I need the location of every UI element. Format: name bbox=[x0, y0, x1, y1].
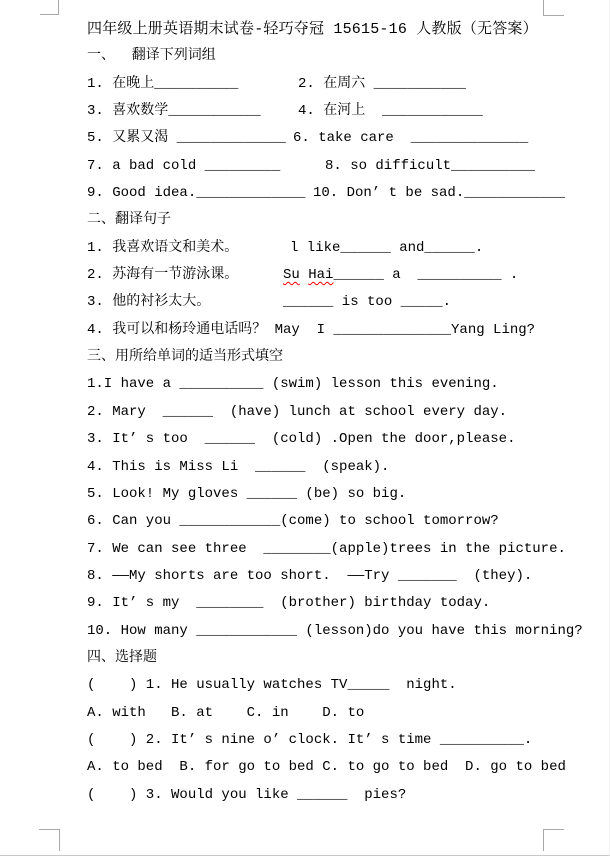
choice-question-1: ( ) 1. He usually watches TV_____ night. bbox=[87, 677, 457, 694]
choice-question-2: ( ) 2. It’ s nine o’ clock. It’ s time __________. bbox=[87, 731, 533, 748]
wordform-item-6: 6. Can you ____________(come) to school tomorrow? bbox=[87, 513, 499, 530]
phrase-item-3: 3. 喜欢数学___________ bbox=[87, 103, 261, 120]
phrase-row-5 bbox=[87, 180, 587, 207]
sentence-item-3 bbox=[87, 289, 587, 316]
sentence-3-english: ______ is too _____. bbox=[283, 294, 452, 311]
wordform-item-4: 4. This is Miss Li ______ (speak). bbox=[87, 458, 390, 475]
sentence-1-chinese: 1. 我喜欢语文和美术。 bbox=[87, 239, 239, 256]
phrase-item-9: 9. Good idea._____________ bbox=[87, 185, 306, 202]
phrase-item-4: 4. 在河上 ____________ bbox=[298, 103, 483, 120]
phrase-item-2: 2. 在周六 ___________ bbox=[298, 75, 467, 92]
section-2-heading: 二、翻译句子 bbox=[87, 212, 171, 229]
phrase-item-1: 1. 在晚上__________ bbox=[87, 75, 239, 92]
document-body bbox=[87, 16, 587, 809]
phrase-item-6: 6. take care ______________ bbox=[293, 130, 529, 147]
sentence-item-1 bbox=[87, 235, 587, 262]
sentence-item-2 bbox=[87, 262, 587, 289]
choice-question-3: ( ) 3. Would you like ______ pies? bbox=[87, 786, 407, 803]
phrase-item-10: 10. Don’ t be sad.____________ bbox=[313, 185, 566, 202]
misspelled-word-su: Su bbox=[283, 267, 300, 284]
crop-mark-bottom-left bbox=[39, 829, 60, 851]
wordform-item-8: 8. ——My shorts are too short. ——Try _______ (they). bbox=[87, 567, 533, 584]
wordform-item-9: 9. It’ s my ________ (brother) birthday today. bbox=[87, 595, 491, 612]
sentence-1-english: l like______ and______. bbox=[290, 239, 484, 256]
wordform-item-3: 3. It’ s too ______ (cold) .Open the door,please. bbox=[87, 431, 516, 448]
sentence-item-4: 4. 我可以和杨玲通电话吗？ May I ______________Yang Ling? bbox=[87, 321, 536, 338]
crop-mark-bottom-right bbox=[543, 829, 564, 851]
wordform-item-7: 7. We can see three ________(apple)trees in the picture. bbox=[87, 540, 566, 557]
misspelled-word-hai: Hai bbox=[308, 267, 334, 284]
page-title: 四年级上册英语期末试卷-轻巧夺冠 15615-16 人教版（无答案） bbox=[87, 21, 538, 38]
phrase-item-5: 5. 又累又渴 _____________ bbox=[87, 130, 286, 147]
wordform-item-10: 10. How many ____________ (lesson)do you have this morning? bbox=[87, 622, 583, 639]
section-4-heading: 四、选择题 bbox=[87, 649, 157, 666]
phrase-row-3 bbox=[87, 125, 587, 152]
sentence-2-english: ______ a __________ . bbox=[333, 267, 519, 284]
sentence-2-chinese: 2. 苏海有一节游泳课。 bbox=[87, 267, 239, 284]
phrase-row-2 bbox=[87, 98, 587, 125]
phrase-item-7: 7. a bad cold _________ bbox=[87, 157, 281, 174]
wordform-item-2: 2. Mary ______ (have) lunch at school every day. bbox=[87, 403, 508, 420]
section-3-heading: 三、用所给单词的适当形式填空 bbox=[87, 349, 283, 366]
phrase-row-1 bbox=[87, 71, 587, 98]
choice-options-2: A. to bed B. for go to bed C. to go to bed D. go to bed bbox=[87, 759, 566, 776]
wordform-item-1: 1.I have a __________ (swim) lesson this evening. bbox=[87, 376, 499, 393]
choice-options-1: A. with B. at C. in D. to bbox=[87, 704, 365, 721]
word-space bbox=[300, 267, 308, 283]
crop-mark-top-right bbox=[543, 0, 564, 16]
sentence-3-chinese: 3. 他的衬衫太大。 bbox=[87, 294, 211, 311]
phrase-item-8: 8. so difficult__________ bbox=[325, 157, 536, 174]
phrase-row-4 bbox=[87, 153, 587, 180]
crop-mark-top-left bbox=[40, 0, 59, 15]
section-1-heading: 一、 翻译下列词组 bbox=[87, 48, 216, 65]
wordform-item-5: 5. Look! My gloves ______ (be) so big. bbox=[87, 485, 407, 502]
